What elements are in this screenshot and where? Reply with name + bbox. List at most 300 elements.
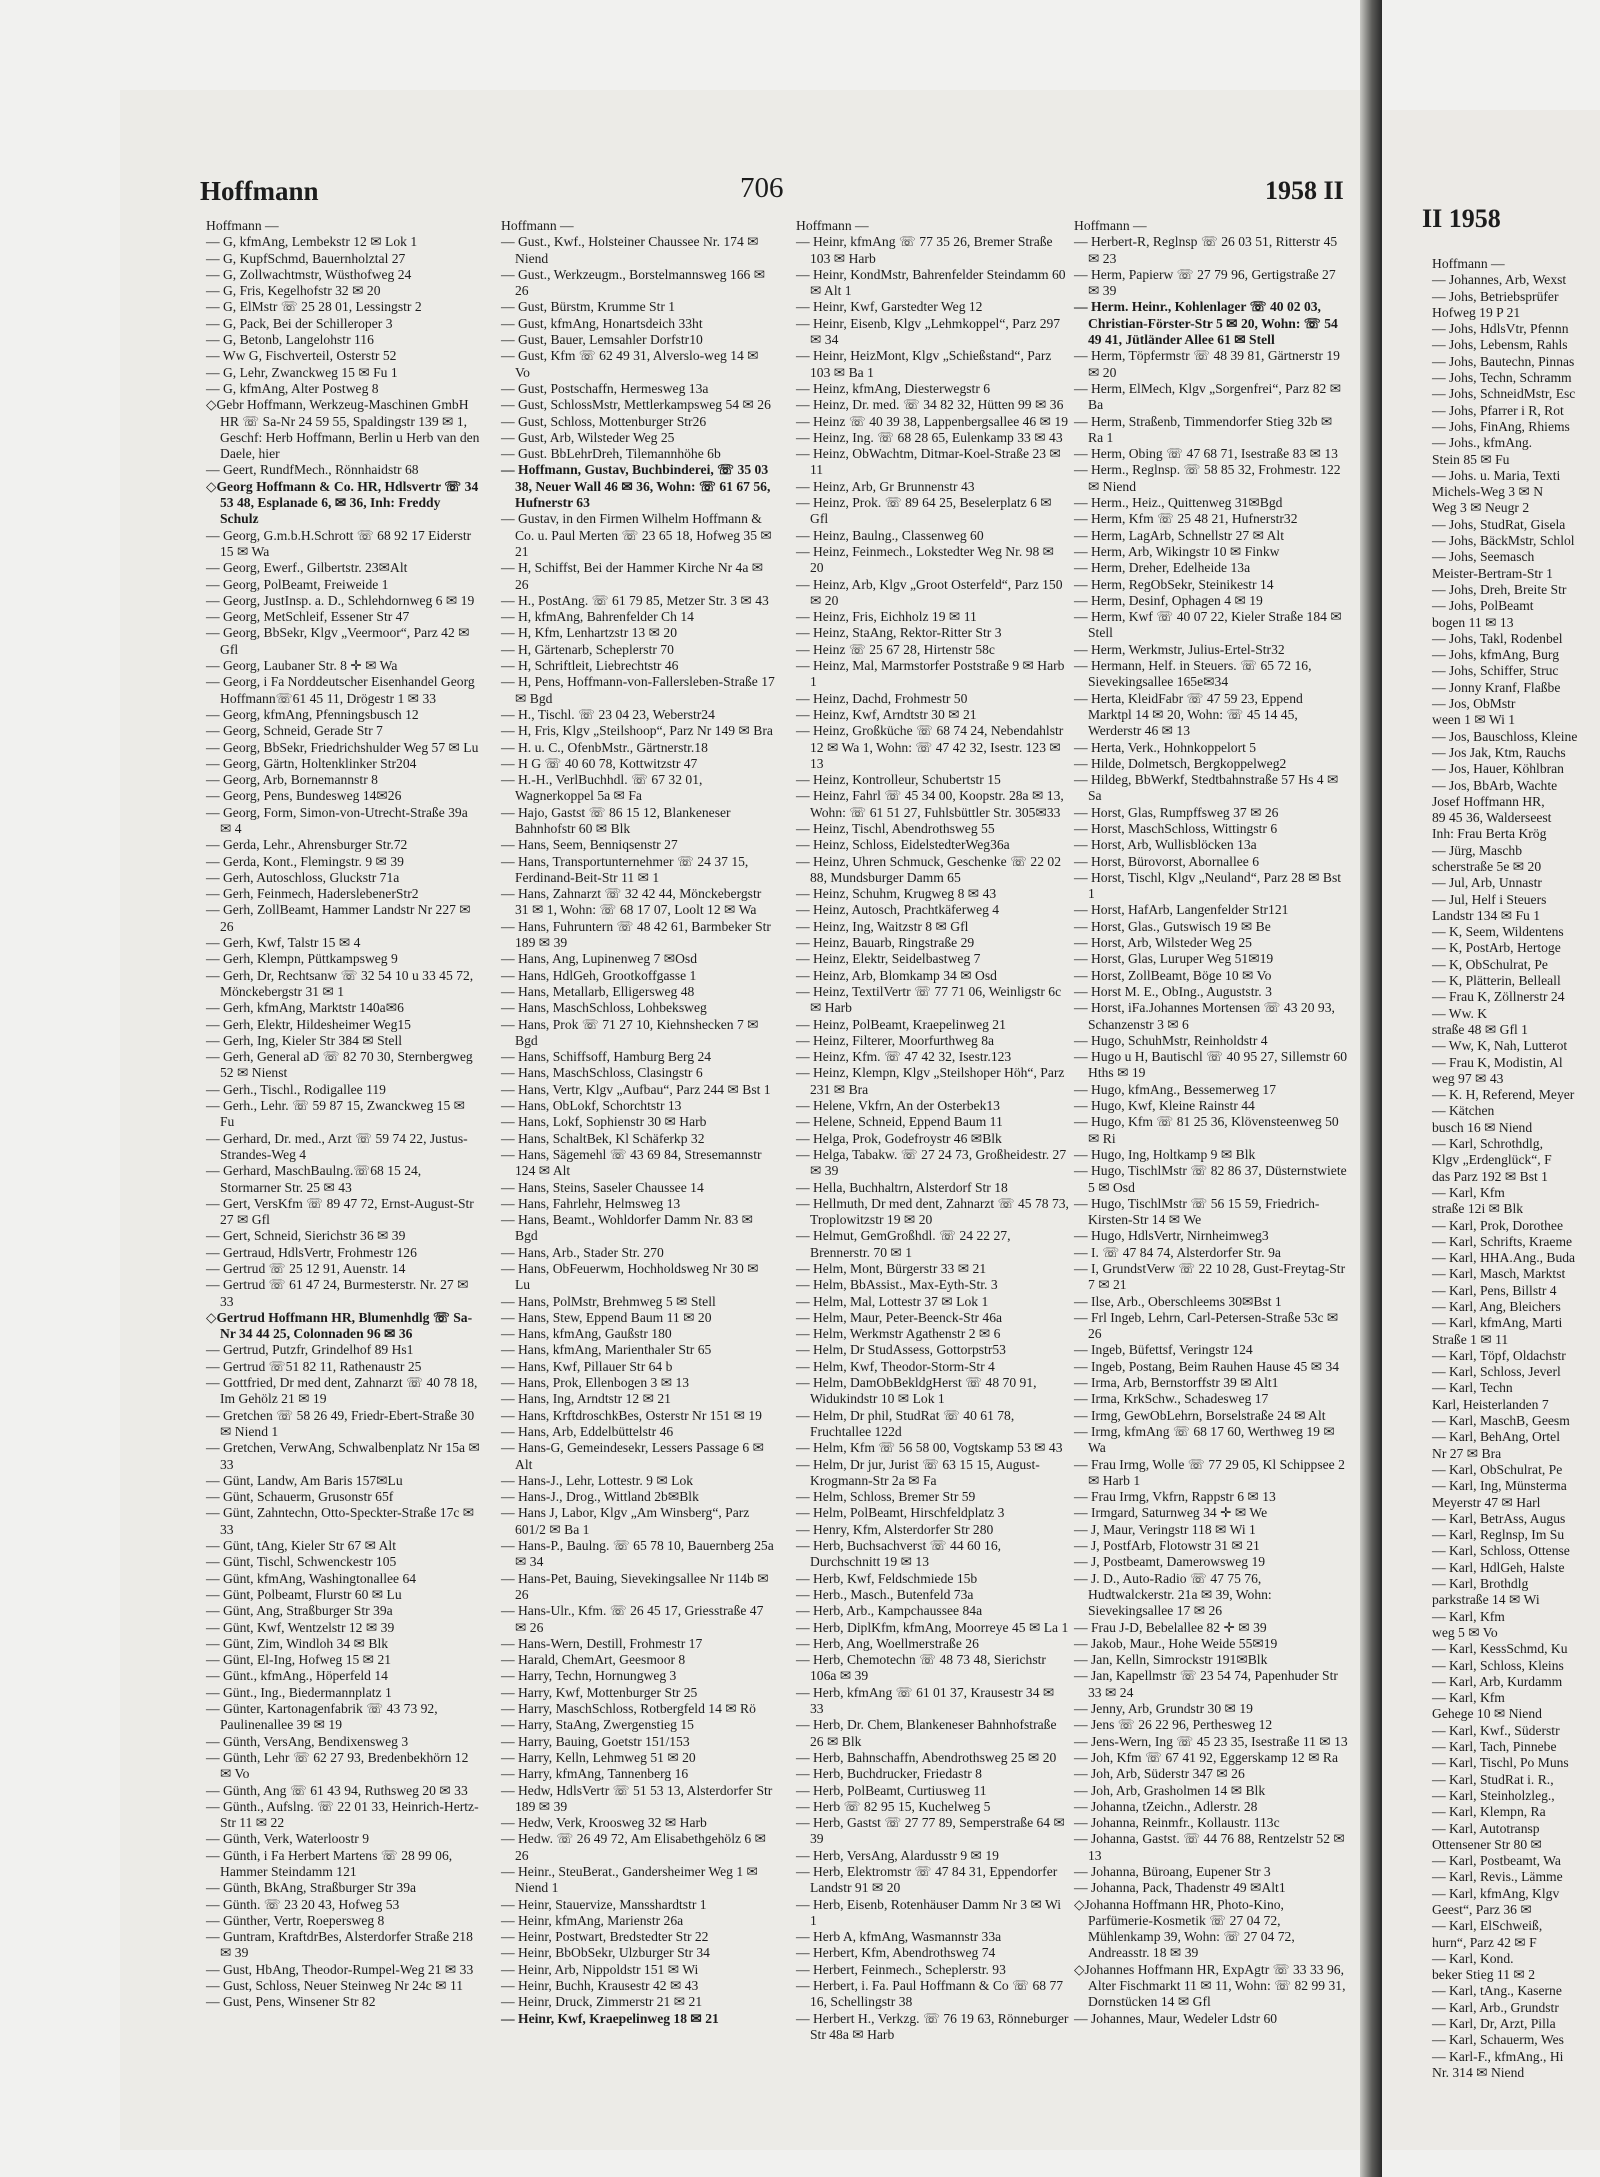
facing-entry: — Ww, K, Nah, Lutterot — [1432, 1038, 1568, 1054]
directory-entry: — Heinr, BbObSekr, Ulzburger Str 34 — [501, 1945, 710, 1961]
directory-entry: — Gerh, ZollBeamt, Hammer Landstr Nr 227 ✉ 26 — [206, 902, 471, 934]
directory-entry: — Gust, Pens, Winsener Str 82 — [206, 1994, 376, 2010]
facing-entry: — Karl, Prok, Dorothee — [1432, 1217, 1563, 1233]
facing-entry: straße 48 ✉ Gfl 1 — [1432, 1021, 1528, 1037]
facing-entry: Klgv „Erdenglück“, F — [1432, 1152, 1552, 1168]
directory-entry: — Hellmuth, Dr med dent, Zahnarzt ☏ 45 78 73, Troplowitzstr 19 ✉ 20 — [796, 1195, 1069, 1228]
directory-entry: — Heinz, Arb, Gr Brunnenstr 43 — [796, 478, 975, 494]
directory-entry: — H, Fris, Klgv „Steilshoop“, Parz Nr 149 ✉ Bra — [501, 723, 773, 739]
directory-entry: — Gerda, Kont., Flemingstr. 9 ✉ 39 — [206, 853, 404, 869]
column-2 — [485, 218, 775, 2118]
facing-entry: — Karl, KessSchmd, Ku — [1432, 1641, 1568, 1657]
directory-entry: — Heinz, Schuhm, Krugweg 8 ✉ 43 — [796, 886, 997, 902]
directory-entry: — Herm, Papierw ☏ 27 79 96, Gertigstraße 27 ✉ 39 — [1074, 266, 1336, 299]
facing-entry: — Karl, Kwf., Süderstr — [1432, 1722, 1560, 1738]
directory-entry: — Irma, Arb, Bernstorffstr 39 ✉ Alt1 — [1074, 1375, 1279, 1391]
directory-entry: — Horst, Tischl, Klgv „Neuland“, Parz 28 ✉ Bst 1 — [1074, 869, 1342, 902]
directory-entry: — Joh, Arb, Süderstr 347 ✉ 26 — [1074, 1766, 1245, 1782]
directory-entry: — H, Gärtenarb, Scheplerstr 70 — [501, 641, 674, 657]
directory-entry: — Heinz, Großküche ☏ 68 74 24, Nebendahlstr 12 ✉ Wa 1, Wohn: ☏ 47 42 32, Isestr. 123 ✉ 13 — [796, 723, 1064, 771]
directory-entry: — Johanna, Pack, Thadenstr 49 ✉Alt1 — [1074, 1880, 1286, 1896]
directory-entry: — Hugo, HdlsVertr, Nirnheimweg3 — [1074, 1228, 1269, 1244]
directory-entry: — Harry, Kelln, Lehmweg 51 ✉ 20 — [501, 1749, 696, 1765]
directory-entry: — Hans, PolMstr, Brehmweg 5 ✉ Stell — [501, 1293, 716, 1309]
directory-entry: — Harry, MaschSchloss, Rotbergfeld 14 ✉ Rö — [501, 1701, 756, 1717]
directory-entry: — Hans, MaschSchloss, Clasingstr 6 — [501, 1065, 703, 1081]
directory-entry: — Herb, kfmAng ☏ 61 01 37, Krausestr 34 ✉ 33 — [796, 1684, 1055, 1717]
directory-entry: — Herm, Arb, Wikingstr 10 ✉ Finkw — [1074, 543, 1280, 559]
directory-entry: — Georg, G.m.b.H.Schrott ☏ 68 92 17 Eiderstr 15 ✉ Wa — [206, 527, 472, 559]
directory-entry: — Heinr, Kwf, Garstedter Weg 12 — [796, 299, 983, 315]
directory-entry: — Heinz, Kfm. ☏ 47 42 32, Isestr.123 — [796, 1049, 1012, 1065]
directory-entry: — Helmut, GemGroßhdl. ☏ 24 22 27, Brennerstr. 70 ✉ 1 — [796, 1228, 1011, 1260]
directory-entry: — Heinr, kfmAng ☏ 77 35 26, Bremer Straße 103 ✉ Harb — [796, 234, 1053, 266]
column-4 — [1058, 218, 1348, 2118]
directory-entry: — Heinr, Arb, Nippoldstr 151 ✉ Wi — [501, 1961, 699, 1977]
directory-entry: — Helene, Vkfrn, An der Osterbek13 — [796, 1098, 1000, 1114]
directory-entry: — Helm, Werkmstr Agathenstr 2 ✉ 6 — [796, 1326, 1001, 1342]
directory-entry: — Herm, Dreher, Edelheide 13a — [1074, 560, 1251, 576]
facing-entry: — Karl-F., kfmAng., Hi — [1432, 2048, 1564, 2064]
directory-entry: — Hans-Wern, Destill, Frohmestr 17 — [501, 1635, 703, 1651]
directory-entry: — Heinz, Mal, Marmstorfer Poststraße 9 ✉ Harb 1 — [796, 658, 1065, 690]
directory-entry: — Irmg, kfmAng ☏ 68 17 60, Werthweg 19 ✉ Wa — [1074, 1423, 1335, 1456]
directory-entry: — Hajo, Gastst ☏ 86 15 12, Blankeneser Bahnhofstr 60 ✉ Blk — [501, 804, 731, 836]
directory-page — [120, 90, 1360, 2150]
directory-entry: — Gerh, Feinmech, HaderslebenerStr2 — [206, 886, 419, 902]
facing-entry: — Johs, kfmAng, Burg — [1432, 647, 1560, 663]
column-head: Hoffmann — — [796, 218, 869, 233]
directory-entry: — Gerh, Ing, Kieler Str 384 ✉ Stell — [206, 1032, 403, 1048]
directory-entry: — Helm, DamObBekldgHerst ☏ 48 70 91, Widukindstr 10 ✉ Lok 1 — [796, 1375, 1037, 1407]
directory-entry: — Georg, JustInsp. a. D., Schlehdornweg 6 ✉ 19 — [206, 592, 475, 608]
directory-entry: — Herb, Bahnschaffn, Abendrothsweg 25 ✉ 20 — [796, 1749, 1057, 1765]
directory-entry: — Hans, HdlGeh, Grootkoffgasse 1 — [501, 967, 697, 983]
facing-entry: Landstr 134 ✉ Fu 1 — [1432, 907, 1541, 923]
directory-entry: — Hans, Prok, Ellenbogen 3 ✉ 13 — [501, 1375, 690, 1391]
directory-entry: — Heinz, Baulng., Classenweg 60 — [796, 527, 984, 543]
directory-entry: — Gertraud, HdlsVertr, Frohmestr 126 — [206, 1244, 417, 1260]
facing-entry: — Frau K, Modistin, Al — [1432, 1054, 1563, 1070]
facing-entry: — Karl, Schrifts, Kraeme — [1432, 1233, 1573, 1249]
directory-entry: — Hans, Transportunternehmer ☏ 24 37 15, Ferdinand-Beit-Str 11 ✉ 1 — [501, 853, 749, 885]
facing-entry: — Karl, Ang, Bleichers — [1432, 1299, 1561, 1314]
directory-entry: — Heinz, Schloss, EidelstedterWeg36a — [796, 837, 1010, 853]
directory-entry: — Hermann, Helf. in Steuers. ☏ 65 72 16, Sievekingsallee 165e✉34 — [1074, 658, 1312, 690]
directory-entry: — Hans, kfmAng, Gaußstr 180 — [501, 1326, 672, 1342]
directory-entry: — G, KupfSchmd, Bauernholztal 27 — [206, 250, 406, 266]
column-1 — [190, 218, 480, 2118]
directory-entry: — Helm, BbAssist., Max-Eyth-Str. 3 — [796, 1277, 998, 1293]
facing-entry: — Johannes, Arb, Wexst — [1432, 272, 1567, 288]
directory-entry: — Hilde, Dolmetsch, Bergkoppelweg2 — [1074, 755, 1287, 771]
directory-entry: — Herm. Heinr., Kohlenlager ☏ 40 02 03, Christian-Förster-Str 5 ✉ 20, Wohn: ☏ 54 49 41, Jütländer Allee 61 ✉ Stell — [1074, 299, 1338, 348]
facing-entry: — Karl, Masch, Marktst — [1432, 1266, 1566, 1282]
facing-entry: Stein 85 ✉ Fu — [1432, 451, 1510, 467]
directory-entry: — Horst, Arb, Wilsteder Weg 25 — [1074, 935, 1252, 951]
directory-entry: — Günth. ☏ 23 20 43, Hofweg 53 — [206, 1896, 400, 1912]
directory-entry: — Heinz, Autosch, Prachtkäferweg 4 — [796, 902, 1000, 918]
facing-entry: hurn“, Parz 42 ✉ F — [1432, 1934, 1537, 1950]
directory-entry: — Gerh, Dr, Rechtsanw ☏ 32 54 10 u 33 45 72, Mönckebergstr 31 ✉ 1 — [206, 967, 474, 999]
directory-entry: — Gottfried, Dr med dent, Zahnarzt ☏ 40 78 18, Im Gehölz 21 ✉ 19 — [206, 1375, 478, 1407]
directory-entry: — Günt, Schauerm, Grusonstr 65f — [206, 1489, 394, 1505]
directory-entry: — Heinz, Arb, Blomkamp 34 ✉ Osd — [796, 967, 997, 983]
directory-entry: — Georg, Arb, Bornemannstr 8 — [206, 772, 378, 788]
facing-entry: — Karl, Kfm — [1432, 1184, 1505, 1200]
directory-entry: — Hugo, Kfm ☏ 81 25 36, Klövensteenweg 50 ✉ Ri — [1074, 1114, 1339, 1146]
directory-entry: — J. D., Auto-Radio ☏ 47 75 76, Hudtwalckerstr. 21a ✉ 39, Wohn: Sievekingsallee 17 ✉ 26 — [1074, 1570, 1272, 1619]
directory-entry: — G, kfmAng, Alter Postweg 8 — [206, 380, 379, 396]
directory-entry: — H, kfmAng, Bahrenfelder Ch 14 — [501, 609, 694, 625]
directory-entry: — Horst, Glas, Rumpffsweg 37 ✉ 26 — [1074, 804, 1279, 820]
directory-entry: — Hedw, HdlsVertr ☏ 51 53 13, Alsterdorfer Str 189 ✉ 39 — [501, 1782, 773, 1814]
directory-entry: — Herb ☏ 82 95 15, Kuchelweg 5 — [796, 1798, 991, 1814]
facing-entry: — Johs, Techn, Schramm — [1432, 370, 1572, 386]
directory-entry: — Günt, El-Ing, Hofweg 15 ✉ 21 — [206, 1652, 392, 1668]
directory-entry: — Günt., Ing., Biedermannplatz 1 — [206, 1684, 392, 1700]
directory-entry: — Gust, kfmAng, Honartsdeich 33ht — [501, 315, 703, 331]
facing-entry: — Jos, Bauschloss, Kleine — [1432, 728, 1578, 744]
directory-entry: — Günt, Polbeamt, Flurstr 60 ✉ Lu — [206, 1586, 402, 1602]
directory-entry: — Ww G, Fischverteil, Osterstr 52 — [206, 348, 397, 364]
facing-entry: Meyerstr 47 ✉ Harl — [1432, 1494, 1541, 1510]
directory-entry: — Herm, RegObSekr, Steinikestr 14 — [1074, 576, 1274, 592]
facing-entry: straße 12i ✉ Blk — [1432, 1201, 1524, 1217]
directory-entry: — Heinz, Ing, Waitzstr 8 ✉ Gfl — [796, 918, 969, 934]
directory-entry: — Gust, SchlossMstr, Mettlerkampsweg 54 ✉ 26 — [501, 397, 771, 413]
directory-entry: — Heinz, PolBeamt, Kraepelinweg 21 — [796, 1016, 1006, 1032]
facing-entry: Hoffmann — — [1432, 256, 1505, 271]
directory-entry: — Jakob, Maur., Hohe Weide 55✉19 — [1074, 1635, 1278, 1651]
directory-entry: — Harry, StaAng, Zwergenstieg 15 — [501, 1717, 694, 1733]
directory-entry: — Günth., Aufslng. ☏ 22 01 33, Heinrich-Hertz-Str 11 ✉ 22 — [206, 1798, 479, 1831]
directory-entry: — Johanna, Reinmfr., Kollaustr. 113c — [1074, 1815, 1280, 1831]
facing-entry: das Parz 192 ✉ Bst 1 — [1432, 1168, 1548, 1184]
facing-page — [1380, 110, 1600, 2150]
directory-entry: — Gerhard, Dr. med., Arzt ☏ 59 74 22, Justus-Strandes-Weg 4 — [206, 1130, 468, 1162]
directory-entry: — H, Schriftleit, Liebrechtstr 46 — [501, 658, 679, 674]
facing-entry: — Karl, Schloss, Kleins — [1432, 1657, 1564, 1673]
facing-entry: — Jonny Kranf, Flaßbe — [1432, 679, 1561, 695]
column-head: Hoffmann — — [206, 218, 279, 233]
directory-entry: — Hans, Fuhruntern ☏ 48 42 61, Barmbeker Str 189 ✉ 39 — [501, 918, 771, 951]
directory-entry: — Hedw, Verk, Kroosweg 32 ✉ Harb — [501, 1815, 707, 1831]
directory-entry: — Joh, Arb, Grasholmen 14 ✉ Blk — [1074, 1782, 1266, 1798]
facing-entry: — Karl, ElSchweiß, — [1432, 1918, 1543, 1934]
directory-entry: — Hans, SchaltBek, Kl Schäferkp 32 — [501, 1130, 705, 1146]
directory-entry: — Helm, Mal, Lottestr 37 ✉ Lok 1 — [796, 1293, 989, 1309]
directory-entry: — Herta, Verk., Hohnkoppelort 5 — [1074, 739, 1257, 755]
directory-entry: — Harry, Bauing, Goetstr 151/153 — [501, 1733, 690, 1749]
directory-entry: — Herm, Desinf, Ophagen 4 ✉ 19 — [1074, 592, 1263, 608]
directory-entry: — Hans, Lokf, Sophienstr 30 ✉ Harb — [501, 1114, 707, 1130]
directory-entry: — G, kfmAng, Lembekstr 12 ✉ Lok 1 — [206, 234, 418, 250]
directory-entry: — Hans, Ing, Arndtstr 12 ✉ 21 — [501, 1391, 671, 1407]
directory-entry: — Frl Ingeb, Lehrn, Carl-Petersen-Straße 53c ✉ 26 — [1074, 1309, 1339, 1342]
facing-entry: — Johs, Bautechn, Pinnas — [1432, 353, 1575, 369]
facing-entry: — Johs, SchneidMstr, Esc — [1432, 386, 1576, 402]
directory-entry: — Horst M. E., ObIng., Auguststr. 3 — [1074, 983, 1272, 999]
facing-entry: — Karl, Schloss, Ottense — [1432, 1543, 1570, 1559]
directory-entry: — Gust, HbAng, Theodor-Rumpel-Weg 21 ✉ 33 — [206, 1961, 474, 1977]
column-head: Hoffmann — — [1074, 218, 1147, 233]
directory-entry: — Günth, i Fa Herbert Martens ☏ 28 99 06, Hammer Steindamm 121 — [206, 1847, 453, 1879]
directory-entry: — Georg, Ewerf., Gilbertstr. 23✉Alt — [206, 560, 408, 576]
directory-entry: — Georg, BbSekr, Friedrichshulder Weg 57 ✉ Lu — [206, 739, 479, 755]
directory-entry: — G, Zollwachtmstr, Wüsthofweg 24 — [206, 266, 412, 282]
facing-entry: — Karl, kfmAng, Klgv — [1432, 1885, 1560, 1901]
directory-entry: — Georg, Pens, Bundesweg 14✉26 — [206, 788, 402, 804]
running-head-year: 1958 II — [1265, 176, 1344, 205]
facing-entry: — Karl, HHA.Ang., Buda — [1432, 1250, 1576, 1266]
directory-entry: — Harry, Techn, Hornungweg 3 — [501, 1668, 677, 1684]
directory-entry: — Helm, Kfm ☏ 56 58 00, Vogtskamp 53 ✉ 43 — [796, 1440, 1063, 1456]
directory-entry: — Heinr, Kwf, Kraepelinweg 18 ✉ 21 — [501, 2010, 719, 2026]
directory-entry: — Georg, Laubaner Str. 8 ✛ ✉ Wa — [206, 658, 398, 674]
directory-entry: — Horst, iFa.Johannes Mortensen ☏ 43 20 93, Schanzenstr 3 ✉ 6 — [1074, 1000, 1335, 1032]
directory-entry: — Günth, Verk, Waterloostr 9 — [206, 1831, 370, 1847]
directory-entry: — Heinr, Postwart, Bredstedter Str 22 — [501, 1929, 709, 1945]
directory-entry: — Herbert, i. Fa. Paul Hoffmann & Co ☏ 68 77 16, Schellingstr 38 — [796, 1978, 1064, 2010]
directory-entry: — Horst, HafArb, Langenfelder Str121 — [1074, 902, 1289, 918]
directory-entry: — Gertrud, Putzfr, Grindelhof 89 Hs1 — [206, 1342, 414, 1358]
directory-entry: — Hans, kfmAng, Marienthaler Str 65 — [501, 1342, 712, 1358]
directory-entry: — Frau Irmg, Wolle ☏ 77 29 05, Kl Schippsee 2 ✉ Harb 1 — [1074, 1456, 1345, 1488]
directory-entry: — Herb A, kfmAng, Wasmannstr 33a — [796, 1929, 1002, 1945]
directory-entry: — Helm, Schloss, Bremer Str 59 — [796, 1489, 976, 1505]
directory-entry: — Herta, KleidFabr ☏ 47 59 23, Eppend Marktpl 14 ✉ 20, Wohn: ☏ 45 14 45, Werderstr 46 ✉ 13 — [1074, 690, 1303, 739]
facing-entry: — Jos, Hauer, Köhlbran — [1432, 761, 1564, 777]
facing-entry: — Johs, Takl, Rodenbel — [1432, 630, 1563, 646]
directory-entry: — Günt., kfmAng., Höperfeld 14 — [206, 1668, 388, 1684]
directory-entry: — Herbert, Feinmech., Scheplerstr. 93 — [796, 1961, 1006, 1977]
directory-entry: — Herb, Buchdrucker, Friedastr 8 — [796, 1766, 982, 1782]
directory-entry: — Herb, DiplKfm, kfmAng, Moorreye 45 ✉ La 1 — [796, 1619, 1069, 1635]
directory-entry: — H.-H., VerlBuchhdl. ☏ 67 32 01, Wagnerkoppel 5a ✉ Fa — [501, 772, 703, 804]
directory-entry: — Hans, Beamt., Wohldorfer Damm Nr. 83 ✉ Bgd — [501, 1212, 754, 1244]
directory-entry: — Heinz, Dr. med. ☏ 34 82 32, Hütten 99 ✉ 36 — [796, 397, 1064, 413]
directory-entry: — Hans, Zahnarzt ☏ 32 42 44, Mönckebergstr 31 ✉ 1, Wohn: ☏ 68 17 07, Loolt 12 ✉ Wa — [501, 886, 762, 918]
facing-entry: Hofweg 19 P 21 — [1432, 304, 1521, 320]
directory-entry: — H G ☏ 40 60 78, Kottwitzstr 47 — [501, 755, 698, 771]
directory-entry: — Heinz, Dachd, Frohmestr 50 — [796, 690, 968, 706]
directory-entry: — Gust, Schloss, Neuer Steinweg Nr 24c ✉ 11 — [206, 1978, 464, 1994]
directory-entry: — Günt, kfmAng, Washingtonallee 64 — [206, 1570, 417, 1586]
directory-entry: — Herm., Heiz., Quittenweg 31✉Bgd — [1074, 495, 1283, 511]
directory-entry: — G, Lehr, Zwanckweg 15 ✉ Fu 1 — [206, 364, 398, 380]
directory-entry: — Hans, Sägemehl ☏ 43 69 84, Stresemannstr 124 ✉ Alt — [501, 1146, 762, 1179]
directory-entry: — Heinz, Kwf, Arndtstr 30 ✉ 21 — [796, 706, 977, 722]
directory-entry: — H., Tischl. ☏ 23 04 23, Weberstr24 — [501, 706, 715, 722]
directory-entry: — G, ElMstr ☏ 25 28 01, Lessingstr 2 — [206, 299, 422, 315]
directory-entry: — Hans, Steins, Saseler Chaussee 14 — [501, 1179, 704, 1195]
directory-entry: — I. ☏ 47 84 74, Alsterdorfer Str. 9a — [1074, 1244, 1281, 1260]
directory-entry: — Frau J-D, Bebelallee 82 ✛ ✉ 39 — [1074, 1619, 1267, 1635]
directory-entry: — Herm, LagArb, Schnellstr 27 ✉ Alt — [1074, 527, 1284, 543]
directory-entry: — I, GrundstVerw ☏ 22 10 28, Gust-Freytag-Str 7 ✉ 21 — [1074, 1261, 1346, 1293]
facing-entry: — Karl, Arb, Kurdamm — [1432, 1673, 1563, 1689]
directory-entry: — Gerh, Autoschloss, Gluckstr 71a — [206, 869, 400, 885]
directory-entry: — Günt, Kwf, Wentzelstr 12 ✉ 39 — [206, 1619, 395, 1635]
directory-entry: — Herb., Masch., Butenfeld 73a — [796, 1586, 974, 1602]
facing-entry: Inh: Frau Berta Krög — [1432, 826, 1547, 842]
directory-entry: — Horst, Bürovorst, Abornallee 6 — [1074, 853, 1260, 869]
directory-entry: — Hugo, Ing, Holtkamp 9 ✉ Blk — [1074, 1146, 1256, 1162]
directory-entry: — Günth, VersAng, Bendixensweg 3 — [206, 1733, 409, 1749]
directory-entry: ◇ Gertrud Hoffmann HR, Blumenhdlg ☏ Sa-Nr 34 44 25, Colonnaden 96 ✉ 36 — [206, 1310, 480, 1343]
column-head: Hoffmann — — [501, 218, 574, 233]
facing-entry: — Karl, Schrothdlg, — [1432, 1136, 1544, 1152]
directory-entry: — Günt, Zim, Windloh 34 ✉ Blk — [206, 1635, 389, 1651]
directory-entry: — Herm, Werkmstr, Julius-Ertel-Str32 — [1074, 641, 1285, 657]
directory-entry: — Herbert H., Verkzg. ☏ 76 19 63, Rönneburger Str 48a ✉ Harb — [796, 2010, 1069, 2042]
facing-entry: — Kätchen — [1432, 1103, 1495, 1119]
directory-entry: — H., PostAng. ☏ 61 79 85, Metzer Str. 3 ✉ 43 — [501, 592, 769, 608]
directory-entry: — Gretchen, VerwAng, Schwalbenplatz Nr 15a ✉ 33 — [206, 1440, 480, 1472]
directory-entry: — Hoffmann, Gustav, Buchbinderei, ☏ 35 03 38, Neuer Wall 46 ✉ 36, Wohn: ☏ 61 67 56, Hufnerstr 63 — [501, 462, 771, 511]
directory-entry: — Georg, Form, Simon-von-Utrecht-Straße 39a ✉ 4 — [206, 804, 468, 836]
directory-entry: — Herm, Obing ☏ 47 68 71, Isestraße 83 ✉ 13 — [1074, 446, 1338, 462]
directory-entry: — Gerh., Tischl., Rodigallee 119 — [206, 1081, 386, 1097]
directory-entry: — Johanna, tZeichn., Adlerstr. 28 — [1074, 1798, 1258, 1814]
running-head-name: Hoffmann — [200, 176, 319, 206]
facing-entry: — Karl, ObSchulrat, Pe — [1432, 1461, 1563, 1477]
directory-entry: ◇ Georg Hoffmann & Co. HR, Hdlsvertr ☏ 34 53 48, Esplanade 6, ✉ 36, Inh: Freddy Schulz — [206, 479, 480, 528]
facing-entry: — Johs, Lebensm, Rahls — [1432, 337, 1568, 353]
directory-entry: — Hugo, SchuhMstr, Reinholdstr 4 — [1074, 1032, 1268, 1048]
directory-entry: — H, Kfm, Lenhartzstr 13 ✉ 20 — [501, 625, 677, 641]
directory-entry: — Herb, Dr. Chem, Blankeneser Bahnhofstraße 26 ✉ Blk — [796, 1717, 1057, 1749]
directory-entry: — Gertrud ☏ 61 47 24, Burmesterstr. Nr. 27 ✉ 33 — [206, 1277, 469, 1309]
facing-entry: — K, PostArb, Hertoge — [1432, 940, 1561, 956]
directory-entry: — Heinz, TextilVertr ☏ 77 71 06, Weinligstr 6c ✉ Harb — [796, 983, 1062, 1016]
facing-entry: — Karl, BetrAss, Augus — [1432, 1510, 1566, 1526]
directory-entry: — Frau Irmg, Vkfrn, Rappstr 6 ✉ 13 — [1074, 1489, 1276, 1505]
directory-entry: — Heinz, Klempn, Klgv „Steilshoper Höh“, Parz 231 ✉ Bra — [796, 1065, 1065, 1097]
directory-entry: ◇ Gebr Hoffmann, Werkzeug-Maschinen GmbH HR ☏ Sa-Nr 24 59 55, Spaldingstr 139 ✉ 1, Geschf: Herb Hoffmann, Berlin u Herb van den Daele, hier — [206, 397, 480, 462]
facing-entry: — Johs, FinAng, Rhiems — [1432, 418, 1570, 434]
directory-entry: — Heinr., SteuBerat., Gandersheimer Weg 1 ✉ Niend 1 — [501, 1863, 758, 1896]
facing-entry: — Karl, Dr, Arzt, Pilla — [1432, 2016, 1556, 2032]
facing-entry: Geest“, Parz 36 ✉ — [1432, 1901, 1532, 1917]
directory-entry: — Hans, Stew, Eppend Baum 11 ✉ 20 — [501, 1309, 712, 1325]
directory-entry: — J, Postbeamt, Damerowsweg 19 — [1074, 1554, 1266, 1570]
directory-entry: — Hans, MaschSchloss, Lohbeksweg — [501, 1000, 707, 1016]
directory-entry: — Heinz, Arb, Klgv „Groot Osterfeld“, Parz 150 ✉ 20 — [796, 576, 1063, 608]
directory-entry: — G, Betonb, Langelohstr 116 — [206, 332, 374, 348]
directory-entry: — Günth, Ang ☏ 61 43 94, Ruthsweg 20 ✉ 33 — [206, 1782, 468, 1798]
facing-entry: weg 97 ✉ 43 — [1432, 1070, 1504, 1086]
directory-entry: — Geert, RundfMech., Rönnhaidstr 68 — [206, 462, 419, 478]
directory-entry: — Hans, Kwf, Pillauer Str 64 b — [501, 1358, 673, 1374]
directory-entry: — Günt, Landw, Am Baris 157✉Lu — [206, 1472, 403, 1488]
directory-entry: — Hildeg, BbWerkf, Stedtbahnstraße 57 Hs 4 ✉ Sa — [1074, 772, 1339, 804]
directory-entry: — Gust, Arb, Wilsteder Weg 25 — [501, 429, 675, 445]
facing-entry: — Karl, Reglnsp, Im Su — [1432, 1527, 1565, 1543]
directory-entry: — Herm., Reglnsp. ☏ 58 85 32, Frohmestr. 122 ✉ Niend — [1074, 462, 1341, 494]
directory-entry: — Harry, Kwf, Mottenburger Str 25 — [501, 1684, 698, 1700]
facing-entry: — Jul, Arb, Unnastr — [1432, 875, 1542, 891]
directory-entry: — Guntram, KraftdrBes, Alsterdorfer Straße 218 ✉ 39 — [206, 1929, 473, 1961]
facing-entry: — Karl, Autotransp — [1432, 1820, 1540, 1836]
facing-entry: — Johs, Schiffer, Struc — [1432, 663, 1559, 679]
directory-entry: — Günth, BkAng, Straßburger Str 39a — [206, 1880, 417, 1896]
directory-entry: — Hans, Arb., Stader Str. 270 — [501, 1244, 664, 1260]
facing-entry: — Johs. u. Maria, Texti — [1432, 467, 1561, 483]
directory-entry: — Herb, Chemotechn ☏ 48 73 48, Sierichstr 106a ✉ 39 — [796, 1652, 1046, 1684]
directory-entry: — Hans, Ang, Lupinenweg 7 ✉Osd — [501, 951, 698, 967]
directory-entry: — Günt, Zahntechn, Otto-Speckter-Straße 17c ✉ 33 — [206, 1505, 475, 1537]
column-3 — [780, 218, 1070, 2118]
directory-entry: — Irmgard, Saturnweg 34 ✛ ✉ We — [1074, 1505, 1268, 1521]
facing-entry: — Karl, Brothdlg — [1432, 1576, 1529, 1592]
directory-entry: — Hans-P., Baulng. ☏ 65 78 10, Bauernberg 25a ✉ 34 — [501, 1538, 774, 1570]
directory-entry: — Heinz, Kontrolleur, Schubertstr 15 — [796, 772, 1001, 788]
directory-entry: — Herm, Töpfermstr ☏ 48 39 81, Gärtnerstr 19 ✉ 20 — [1074, 348, 1340, 380]
facing-entry: Ottensener Str 80 ✉ — [1432, 1836, 1542, 1852]
directory-entry: — Horst, Arb, Wullisblöcken 13a — [1074, 837, 1257, 853]
facing-entry: — Johs, Betriebsprüfer — [1432, 288, 1559, 304]
facing-entry: — Johs, Dreh, Breite Str — [1432, 581, 1567, 597]
facing-entry: — Karl, BehAng, Ortel — [1432, 1429, 1560, 1445]
facing-entry: — Johs, HdlsVtr, Pfennn — [1432, 321, 1569, 337]
directory-entry: — Hedw. ☏ 26 49 72, Am Elisabethgehölz 6 ✉ 26 — [501, 1831, 766, 1863]
directory-entry: — Helm, PolBeamt, Hirschfeldplatz 3 — [796, 1505, 1005, 1521]
facing-entry: bogen 11 ✉ 13 — [1432, 614, 1514, 630]
facing-page-column — [1418, 256, 1600, 2136]
facing-entry: — Johs, BäckMstr, Schlol — [1432, 533, 1575, 549]
directory-entry: — Günt, Tischl, Schwenckestr 105 — [206, 1554, 397, 1570]
directory-entry: — Hugo, TischlMstr ☏ 56 15 59, Friedrich-Kirsten-Str 14 ✉ We — [1074, 1195, 1320, 1228]
directory-entry: — Günt, tAng, Kieler Str 67 ✉ Alt — [206, 1538, 396, 1554]
directory-entry: — Günther, Vertr, Roepersweg 8 — [206, 1912, 385, 1928]
facing-entry: — Jul, Helf i Steuers — [1432, 891, 1547, 907]
directory-entry: — Jens ☏ 26 22 96, Perthesweg 12 — [1074, 1717, 1273, 1733]
facing-entry: scherstraße 5e ✉ 20 — [1432, 858, 1542, 874]
directory-entry: — Jan, Kapellmstr ☏ 23 54 74, Papenhuder Str 33 ✉ 24 — [1074, 1668, 1338, 1700]
directory-entry: — Hans, Metallarb, Elligersweg 48 — [501, 983, 695, 999]
page-header — [120, 172, 1360, 216]
directory-entry: — Gertrud ☏ 25 12 91, Auenstr. 14 — [206, 1261, 406, 1276]
directory-entry: — Hugo, TischlMstr ☏ 82 86 37, Düsternstwiete 5 ✉ Osd — [1074, 1163, 1347, 1195]
facing-entry: — Karl, Kond. — [1432, 1950, 1514, 1966]
directory-entry: — Hans-Ulr., Kfm. ☏ 26 45 17, Griesstraße 47 ✉ 26 — [501, 1603, 764, 1635]
directory-entry: — Hans, KrftdroschkBes, Osterstr Nr 151 ✉ 19 — [501, 1407, 762, 1423]
facing-entry: — Karl, Schauerm, Wes — [1432, 2032, 1564, 2048]
facing-entry: — Karl, tAng., Kaserne — [1432, 1983, 1562, 1999]
directory-entry: — Hans-J., Drog., Wittland 2b✉Blk — [501, 1489, 699, 1505]
facing-entry: — Karl, Ing, Münsterma — [1432, 1478, 1567, 1494]
directory-entry: — Henry, Kfm, Alsterdorfer Str 280 — [796, 1521, 994, 1537]
facing-entry: beker Stieg 11 ✉ 2 — [1432, 1967, 1536, 1983]
directory-entry: — Gerda, Lehr., Ahrensburger Str.72 — [206, 837, 408, 853]
directory-entry: — H, Schiffst, Bei der Hammer Kirche Nr 4a ✉ 26 — [501, 560, 764, 592]
facing-entry: — Karl, MaschB, Geesm — [1432, 1413, 1570, 1429]
directory-entry: — Heinz ☏ 40 39 38, Lappenbergsallee 46 ✉ 19 — [796, 413, 1069, 429]
directory-entry: — Hans, Vertr, Klgv „Aufbau“, Parz 244 ✉ Bst 1 — [501, 1081, 771, 1097]
facing-entry: Nr 27 ✉ Bra — [1432, 1445, 1502, 1461]
directory-entry: — Heinz, Elektr, Seidelbastweg 7 — [796, 951, 981, 967]
directory-entry: — Herb, Arb., Kampchaussee 84a — [796, 1603, 983, 1619]
directory-entry: — Günt, Ang, Straßburger Str 39a — [206, 1603, 393, 1619]
directory-entry: — Hans-G, Gemeindesekr, Lessers Passage 6 ✉ Alt — [501, 1440, 765, 1472]
facing-entry: — Jos, ObMstr — [1432, 696, 1516, 712]
directory-entry: — Gerh, Elektr, Hildesheimer Weg15 — [206, 1016, 411, 1032]
directory-entry: — Johanna, Büroang, Eupener Str 3 — [1074, 1863, 1271, 1879]
directory-entry: — Ingeb, Büfettsf, Veringstr 124 — [1074, 1342, 1253, 1358]
directory-entry: — Georg, kfmAng, Pfenningsbusch 12 — [206, 706, 419, 722]
